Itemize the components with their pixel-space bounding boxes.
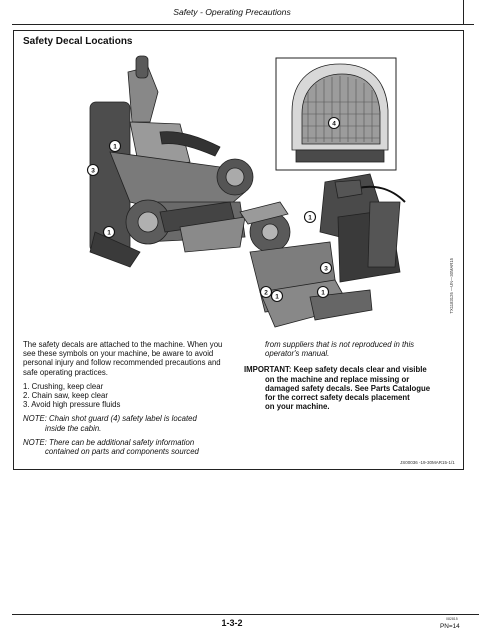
callout-1-right-side (318, 287, 329, 298)
list-item: 1. Crushing, keep clear (23, 381, 104, 391)
important-notice (244, 365, 454, 411)
callout-3-left (88, 165, 99, 176)
svg-text:1: 1 (321, 289, 325, 297)
svg-text:1: 1 (107, 229, 111, 237)
svg-text:1: 1 (308, 214, 312, 222)
header-title: Safety - Operating Precautions (173, 7, 291, 17)
callout-1-lower-left (104, 227, 115, 238)
header-rule (12, 24, 474, 25)
page-number: 1-3-2 (221, 618, 243, 628)
callout-2-bottom (261, 287, 272, 298)
harvester-head-illustration-left (90, 56, 253, 267)
note-continuation (244, 340, 454, 358)
footer-rule (12, 614, 479, 615)
important-line: for the correct safety decals placement (265, 393, 410, 403)
list-item: 3. Avoid high pressure fluids (23, 400, 121, 410)
note-line: operator's manual. (265, 349, 330, 359)
reference-code: JS00036 -19-30MAR15-1/1 (400, 460, 455, 465)
intro-paragraph: The safety decals are attached to the machine. When you see these symbols on your machine, be aware to avoid personal injury and follow recommended precautions and safe operating practices. (23, 340, 223, 377)
callout-1-top-left (110, 141, 121, 152)
callout-4-cabin (329, 118, 340, 129)
important-line: on the machine and replace missing or (265, 374, 410, 384)
note-line: NOTE: There can be additional safety information (23, 437, 195, 447)
decal-location-figure (70, 52, 460, 338)
svg-text:1: 1 (275, 293, 279, 301)
list-item: 2. Chain saw, keep clear (23, 391, 108, 401)
note-chain-shot-guard (23, 414, 237, 432)
harvester-head-illustration-right (240, 174, 405, 327)
svg-text:2: 2 (264, 289, 268, 297)
figure-id: TX1183126 —UN—30MAR15 (449, 258, 454, 314)
section-title: Safety Decal Locations (23, 36, 133, 47)
cabin-illustration (292, 64, 388, 162)
important-line: damaged safety decals. See Parts Catalogue (265, 383, 431, 393)
note-line: contained on parts and components sourced (45, 447, 199, 457)
note-line: NOTE: Chain shot guard (4) safety label is located (23, 414, 197, 424)
svg-text:1: 1 (113, 143, 117, 151)
pn-label: PN=14 (440, 623, 460, 630)
callout-1-right-upper (305, 212, 316, 223)
callout-3-right (321, 263, 332, 274)
svg-text:3: 3 (91, 167, 95, 175)
important-line: IMPORTANT: Keep safety decals clear and visible (244, 365, 427, 375)
footer-code: 082815 (446, 617, 458, 621)
svg-text:3: 3 (324, 265, 328, 273)
decal-legend-list (23, 382, 237, 410)
note-line: from suppliers that is not reproduced in this (265, 340, 415, 349)
important-line: on your machine. (265, 402, 330, 412)
body-right-column (244, 340, 454, 411)
callout-1-bottom (272, 291, 283, 302)
note-additional-info (23, 438, 237, 456)
note-line: inside the cabin. (45, 423, 102, 433)
svg-text:4: 4 (332, 120, 336, 128)
body-left-column (23, 340, 237, 461)
